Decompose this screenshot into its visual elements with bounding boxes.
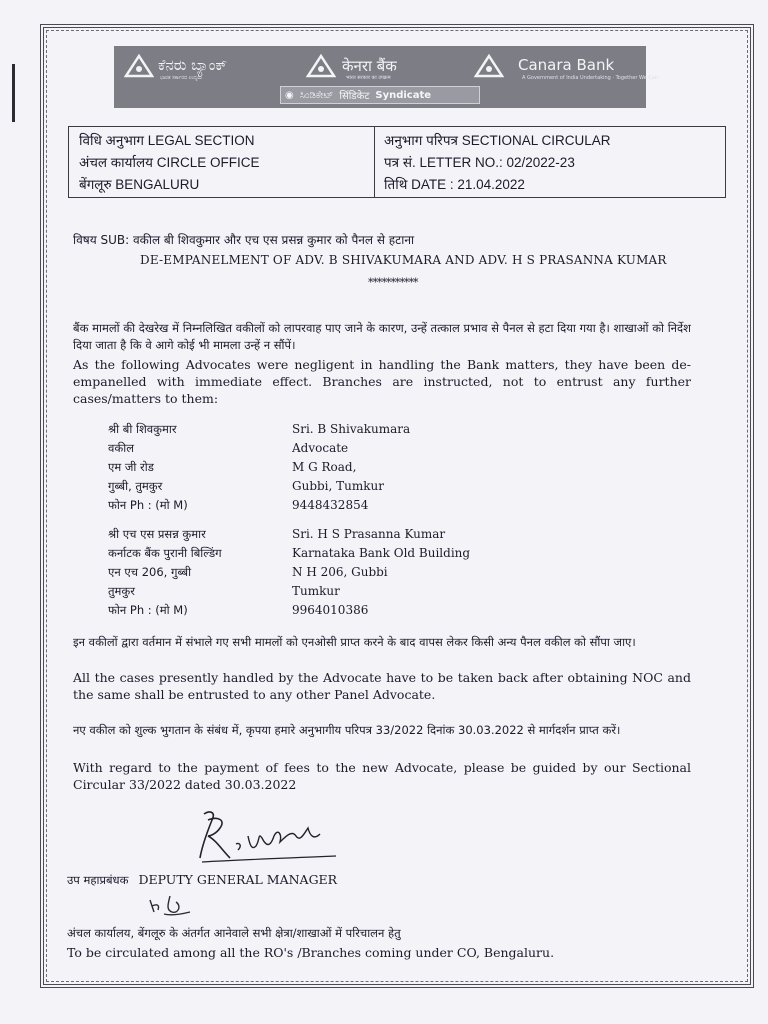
header-right: [384, 130, 610, 196]
syndicate-logo-icon: ◉: [285, 89, 294, 101]
intro-hindi: बैंक मामलों की देखरेख में निम्नलिखित वकीलों को लापरवाह पाए जाने के कारण, उन्हें तत्काल प्रभाव से पैनल से हटा दिया गया है। शाखाओं को निर्देश दिया जाता है कि वे आगे कोई भी मामला उन्हें न सौंपें।: [73, 321, 691, 352]
address-line: N H 206, Gubbi: [292, 565, 388, 579]
office-label: अंचल कार्यालय CIRCLE OFFICE: [79, 155, 260, 170]
initials-mark: [146, 892, 194, 918]
address-line: Advocate: [292, 441, 349, 455]
fees-english: With regard to the payment of fees to the new Advocate, please be guided by our Sectional Circular 33/2022 dated 30.03.2022: [73, 760, 691, 792]
advocate-1-english: [292, 420, 410, 515]
noc-hindi: इन वकीलों द्वारा वर्तमान में संभाले गए सभी मामलों को एनओसी प्राप्त करने के बाद वापस लेकर किसी अन्य पैनल वकील को सौंपा जाए।: [73, 635, 636, 649]
advocate-name: Sri. B Shivakumara: [292, 422, 411, 436]
address-line: वकील: [108, 441, 135, 455]
circulation-hindi: अंचल कार्यालय, बेंगलूरु के अंतर्गत आनेवाले सभी क्षेत्रा/शाखाओं में परिचालन हेतु: [67, 926, 401, 940]
subject-english: DE-EMPANELMENT OF ADV. B SHIVAKUMARA AND ADV. H S PRASANNA KUMAR: [140, 253, 667, 267]
canara-logo-icon: [306, 54, 336, 80]
designation-english: DEPUTY GENERAL MANAGER: [138, 872, 338, 887]
intro-english: As the following Advocates were negligent in handling the Bank matters, they have been de-empanelled with immediate effect. Branches are instructed, not to entrust any further cases/matters to them:: [73, 357, 691, 406]
address-line: फोन Ph : (मो M): [108, 603, 188, 617]
phone-number: 9448432854: [292, 498, 369, 512]
address-line: कर्नाटक बैंक पुरानी बिल्डिंग: [108, 546, 222, 560]
address-line: फोन Ph : (मो M): [108, 498, 188, 512]
address-line: तुमकुर: [108, 584, 135, 598]
noc-english: All the cases presently handled by the Advocate have to be taken back after obtaining NOC and the same shall be entrusted to any other Panel Advocate.: [73, 670, 691, 702]
address-line: श्री बी शिवकुमार: [108, 422, 177, 436]
circular-date: तिथि DATE : 21.04.2022: [384, 177, 525, 192]
address-line: Gubbi, Tumkur: [292, 479, 384, 493]
designation-hindi: उप महाप्रबंधक: [67, 873, 129, 887]
syndicate-hindi: सिंडिकेट: [339, 91, 370, 102]
header-table: [68, 126, 726, 198]
syndicate-english: Syndicate: [375, 89, 432, 101]
canara-logo-icon: [124, 54, 154, 80]
advocate-name: Sri. H S Prasanna Kumar: [292, 527, 446, 541]
advocate-2-english: [292, 525, 470, 620]
hindi-tagline: भारत सरकार का उपक्रम: [346, 75, 391, 81]
address-line: M G Road,: [292, 460, 357, 474]
header-divider: [374, 127, 375, 197]
address-line: गुब्बी, तुमकुर: [108, 479, 163, 493]
section-label: विधि अनुभाग LEGAL SECTION: [79, 133, 255, 148]
subject-hindi: विषय SUB: वकील बी शिवकुमार और एच एस प्रसन्न कुमार को पैनल से हटाना: [73, 233, 415, 247]
syndicate-kannada: ಸಿಂಡಿಕೇಟ್: [299, 89, 334, 101]
address-line: Tumkur: [292, 584, 340, 598]
english-tagline: A Government of India Undertaking · Together We Can: [522, 75, 659, 81]
address-line: एन एच 206, गुब्बी: [108, 565, 192, 579]
signature: [196, 806, 346, 868]
syndicate-band: [280, 86, 480, 104]
english-bank-name: Canara Bank: [518, 56, 615, 74]
canara-logo-icon: [474, 54, 504, 80]
bank-letterhead: [114, 46, 659, 108]
advocate-2-hindi: [108, 525, 222, 620]
signatory-designation: [67, 872, 337, 888]
city-label: बेंगलूरु BENGALURU: [79, 177, 200, 192]
advocate-1-hindi: [108, 420, 188, 515]
address-line: एम जी रोड: [108, 460, 154, 474]
address-line: श्री एच एस प्रसन्न कुमार: [108, 527, 206, 541]
letter-number: पत्र सं. LETTER NO.: 02/2022-23: [384, 155, 575, 170]
phone-number: 9964010386: [292, 603, 369, 617]
kannada-tagline: ಭಾರತ ಸರ್ಕಾರದ ಉದ್ಯಮ: [160, 75, 203, 81]
kannada-bank-name: ಕೆನರು ಬ್ಯಾಂಕ್: [158, 56, 228, 74]
address-line: Karnataka Bank Old Building: [292, 546, 471, 560]
subject-separator: ***********: [368, 276, 418, 289]
circulation-english: To be circulated among all the RO's /Branches coming under CO, Bengaluru.: [67, 945, 555, 960]
hindi-bank-name: केनरा बैंक: [342, 57, 397, 75]
margin-mark: [12, 64, 15, 122]
fees-hindi: नए वकील को शुल्क भुगतान के संबंध में, कृपया हमारे अनुभागीय परिपत्र 33/2022 दिनांक 30.03.2022 से मार्गदर्शन प्राप्त करें।: [73, 723, 621, 737]
circular-type: अनुभाग परिपत्र SECTIONAL CIRCULAR: [384, 133, 611, 148]
header-left: [79, 130, 259, 196]
